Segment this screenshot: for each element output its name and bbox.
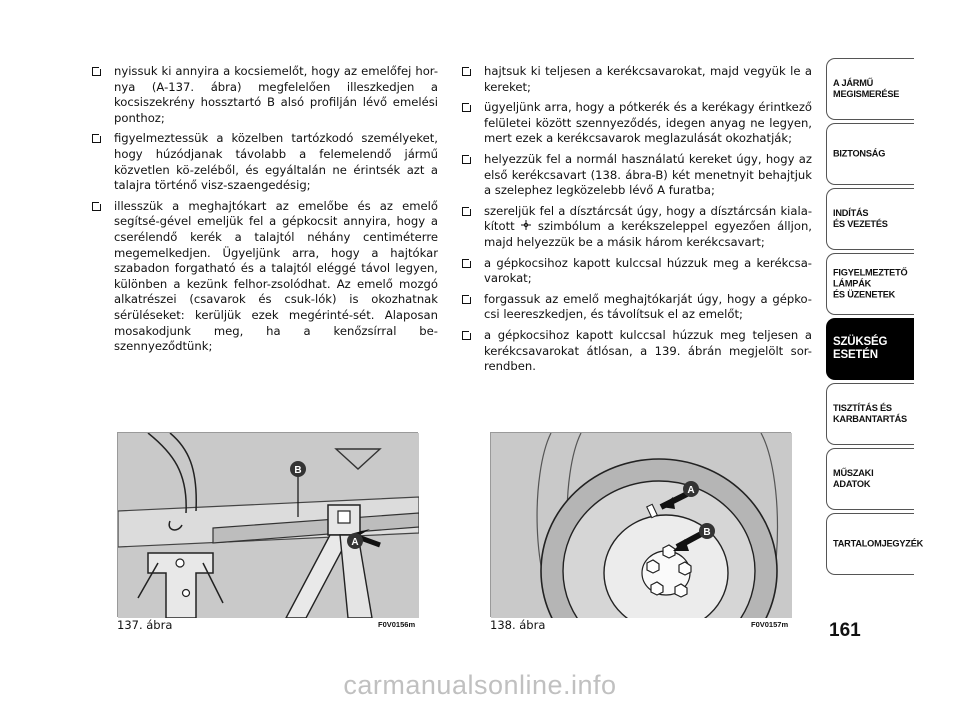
left-column bbox=[92, 64, 438, 360]
checkbox-bullet-icon bbox=[462, 155, 471, 164]
tab-szukseg-eseten[interactable] bbox=[826, 318, 914, 380]
checkbox-bullet-icon bbox=[462, 331, 471, 340]
figure-137-jack-illustration bbox=[117, 432, 418, 617]
figure-138-wheel-illustration bbox=[490, 432, 791, 617]
page-number: 161 bbox=[829, 620, 861, 641]
tab-label: MŰSZAKI ADATOK bbox=[833, 468, 874, 489]
label-b: B bbox=[294, 465, 302, 476]
list-item-text: szimbólum a kerékszeleppel egyezően álljon, majd helyezzük be a másik három kerékcsavart; bbox=[484, 219, 812, 249]
tab-label: TARTALOMJEGYZÉK bbox=[833, 538, 924, 549]
checkbox-bullet-icon bbox=[92, 134, 101, 143]
list-item-text: hajtsuk ki teljesen a kerékcsavarokat, majd vegyük le a kereket; bbox=[484, 64, 812, 94]
list-item bbox=[462, 256, 812, 287]
watermark: carmanualsonline.info bbox=[343, 670, 617, 700]
tab-muszaki-adatok[interactable] bbox=[826, 448, 914, 510]
list-item bbox=[462, 204, 812, 251]
tab-label: TISZTÍTÁS ÉS KARBANTARTÁS bbox=[833, 403, 907, 424]
tab-figyelmezteto-lampak[interactable] bbox=[826, 253, 914, 315]
list-item-text: szereljük fel a dísztárcsát úgy, hogy a dísztárcsán kiala-kított bbox=[484, 203, 812, 234]
label-a: A bbox=[687, 485, 695, 496]
list-item-text: figyelmeztessük a közelben tartózkodó személyeket, hogy húzódjanak távolabb a felemelendő jármű közvetlen kö-zeléből, és egyáltalán ne érintsék azt a talajra történő visz-szaengedésig; bbox=[114, 131, 438, 193]
jack-drawing bbox=[118, 433, 419, 618]
list-item-text: forgassuk az emelő meghajtókarját úgy, hogy a gépko-csi leereszkedjen, és távolítsuk el az emelőt; bbox=[484, 291, 812, 322]
list-item-text: ügyeljünk arra, hogy a pótkerék és a kerékagy érintkező felületei között szennyeződés, idegen anyag ne legyen, mert ezek a kerékcsavarok meglazulását okozhatják; bbox=[484, 100, 812, 146]
valve-symbol-icon bbox=[521, 220, 531, 230]
list-item-text: a gépkocsihoz kapott kulccsal húzzuk meg teljesen a kerékcsavarokat átlósan, a 139. ábrán megjelölt sor-rendben. bbox=[484, 327, 812, 374]
tab-label: BIZTONSÁG bbox=[833, 148, 886, 159]
figure-137-code: F0V0156m bbox=[378, 620, 416, 629]
tab-a-jarmu-megismerese[interactable] bbox=[826, 58, 914, 120]
list-item bbox=[92, 199, 438, 355]
list-item bbox=[462, 152, 812, 199]
figure-138-code: F0V0157m bbox=[751, 620, 789, 629]
tab-biztonsag[interactable] bbox=[826, 123, 914, 185]
checkbox-bullet-icon bbox=[462, 295, 471, 304]
tab-inditas-es-vezetes[interactable] bbox=[826, 188, 914, 250]
checkbox-bullet-icon bbox=[92, 202, 101, 211]
tab-label: SZÜKSÉG ESETÉN bbox=[833, 336, 888, 361]
tab-label: A JÁRMŰ MEGISMERÉSE bbox=[833, 78, 900, 99]
list-item bbox=[462, 64, 812, 95]
list-item bbox=[92, 131, 438, 193]
tab-tartalomjegyzek[interactable] bbox=[826, 513, 924, 575]
tab-label: INDÍTÁS ÉS VEZETÉS bbox=[833, 208, 888, 229]
list-item bbox=[462, 100, 812, 147]
tab-tisztitas-es-karbantartas[interactable] bbox=[826, 383, 914, 445]
checkbox-bullet-icon bbox=[462, 103, 471, 112]
list-item bbox=[462, 328, 812, 375]
list-item bbox=[92, 64, 438, 126]
list-item-text: a gépkocsihoz kapott kulccsal húzzuk meg a kerékcsa-varokat; bbox=[484, 255, 812, 286]
checkbox-bullet-icon bbox=[462, 259, 471, 268]
label-a: A bbox=[351, 537, 359, 548]
checkbox-bullet-icon bbox=[462, 67, 471, 76]
figure-137-caption: 137. ábra bbox=[117, 618, 173, 632]
right-column bbox=[462, 64, 812, 380]
figure-138-caption: 138. ábra bbox=[490, 618, 546, 632]
list-item-text: illesszük a meghajtókart az emelőbe és az emelő segítsé-gével emeljük fel a gépkocsit annyira, hogy a cserélendő kerék a talajtól néhány centiméterre megemelkedjen. Ügyeljünk arra, hogy a hajtókar szabadon forgatható és a talajtól eléggé távol legyen, különben a kezünk felhor-zsolódhat. Az emelő mozgó alkatrészei (csavarok és csuk-lók) is okozhatnak sérüléseket: kerüljük ezek megérinté-sét. Alaposan mosakodjunk meg, ha a kenőzsírral be-szennyeződtünk; bbox=[114, 198, 438, 354]
label-b: B bbox=[703, 527, 711, 538]
checkbox-bullet-icon bbox=[462, 207, 471, 216]
chapter-sidebar bbox=[826, 58, 924, 578]
list-item bbox=[462, 292, 812, 323]
tab-label: FIGYELMEZTETŐ LÁMPÁK ÉS ÜZENETEK bbox=[833, 267, 908, 300]
list-item-text: helyezzük fel a normál használatú kereket úgy, hogy az első kerékcsavart (138. ábra-B) két menetnyit behajtjuk a szelephez legközelebb lévő A furatba; bbox=[484, 151, 812, 198]
list-item-text: nyissuk ki annyira a kocsiemelőt, hogy az emelőfej hor-nya (A-137. ábra) megfelelően illeszkedjen a kocsiszekrény hossztartó B alsó profilján lévő emelési ponthoz; bbox=[114, 64, 438, 125]
checkbox-bullet-icon bbox=[92, 67, 101, 76]
wheel-drawing bbox=[491, 433, 792, 618]
